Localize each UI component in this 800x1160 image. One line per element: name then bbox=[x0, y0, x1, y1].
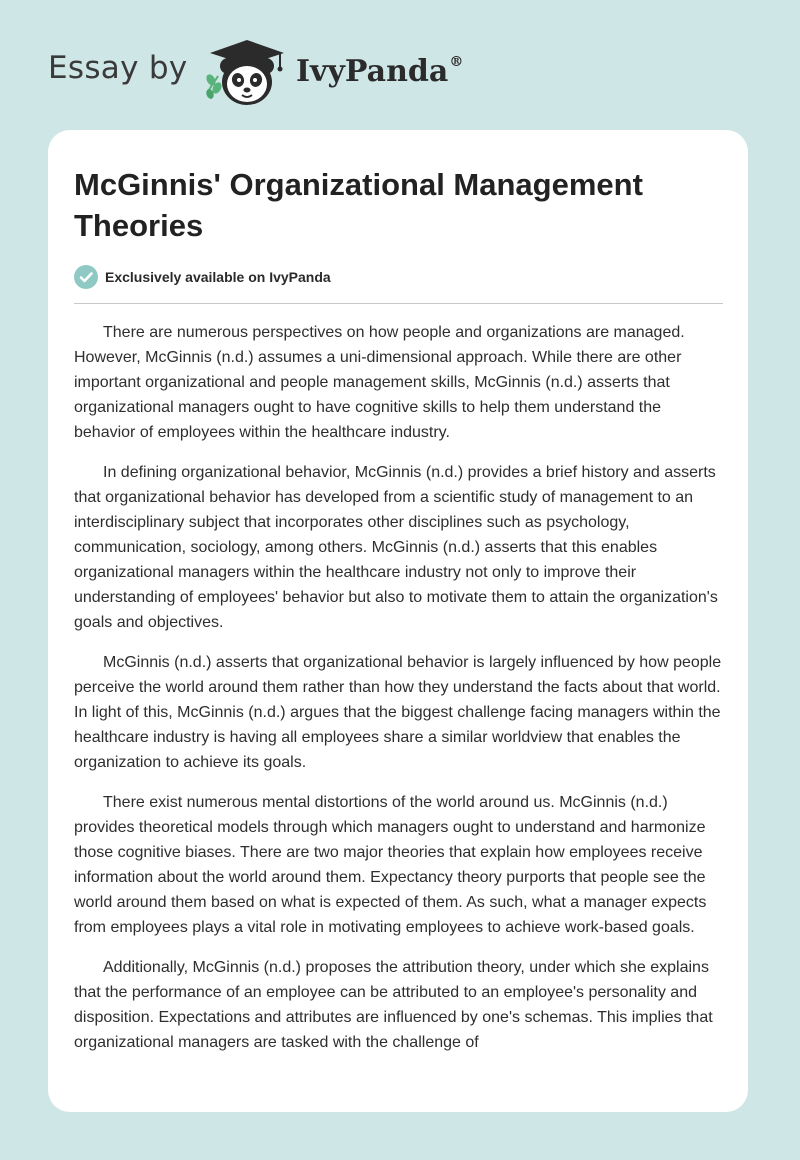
brand-name: IvyPanda bbox=[296, 54, 449, 89]
title-divider bbox=[74, 303, 723, 304]
page-title: McGinnis' Organizational Management Theories bbox=[74, 167, 643, 243]
checkmark-icon bbox=[74, 265, 98, 289]
essay-card bbox=[48, 130, 748, 1112]
brand-logo-text[interactable] bbox=[296, 54, 463, 89]
paragraph: In defining organizational behavior, McGinnis (n.d.) provides a brief history and asserts that organizational behavior has developed from a scientific study of management to an interdisciplinary subject that incorporates other disciplines such as psychology, communication, sociology, among others. McGinnis (n.d.) asserts that this enables organizational managers within the healthcare industry not only to improve their understanding of employees' behavior but also to motivate them to attain the organization's goals and objectives. bbox=[74, 464, 718, 631]
registered-mark: ® bbox=[449, 54, 464, 70]
essay-body bbox=[74, 320, 726, 1070]
essay-by-label: Essay by bbox=[48, 50, 188, 86]
exclusive-badge-label: Exclusively available on IvyPanda bbox=[105, 269, 331, 285]
exclusive-badge bbox=[74, 264, 331, 290]
paragraph: There exist numerous mental distortions of the world around us. McGinnis (n.d.) provides theoretical models through which managers ought to understand and harmonize those cognitive biases. There are two major theories that explain how employees receive information about the world around them. Expectancy theory purports that people see the world around them based on what is expected of them. As such, what a manager expects from employees plays a vital role in motivating employees to achieve work-based goals. bbox=[74, 794, 707, 936]
paragraph: McGinnis (n.d.) asserts that organizational behavior is largely influenced by how people perceive the world around them rather than how they understand the facts about that world. In light of this, McGinnis (n.d.) argues that the biggest challenge facing managers within the healthcare industry is having all employees share a similar worldview that enables the organization to achieve its goals. bbox=[74, 654, 722, 771]
paragraph: Additionally, McGinnis (n.d.) proposes the attribution theory, under which she explains that the performance of an employee can be attributed to an employee's personality and disposition. Expectations and attributes are influenced by one's schemas. This implies that organizational managers are tasked with the challenge of bbox=[74, 959, 713, 1051]
paragraph: There are numerous perspectives on how people and organizations are managed. However, McGinnis (n.d.) assumes a uni-dimensional approach. While there are other important organizational and people management skills, McGinnis (n.d.) asserts that organizational managers ought to have cognitive skills to help them understand the behavior of employees within the healthcare industry. bbox=[74, 324, 685, 441]
panda-graduate-icon[interactable] bbox=[202, 36, 292, 110]
site-header bbox=[0, 0, 800, 130]
